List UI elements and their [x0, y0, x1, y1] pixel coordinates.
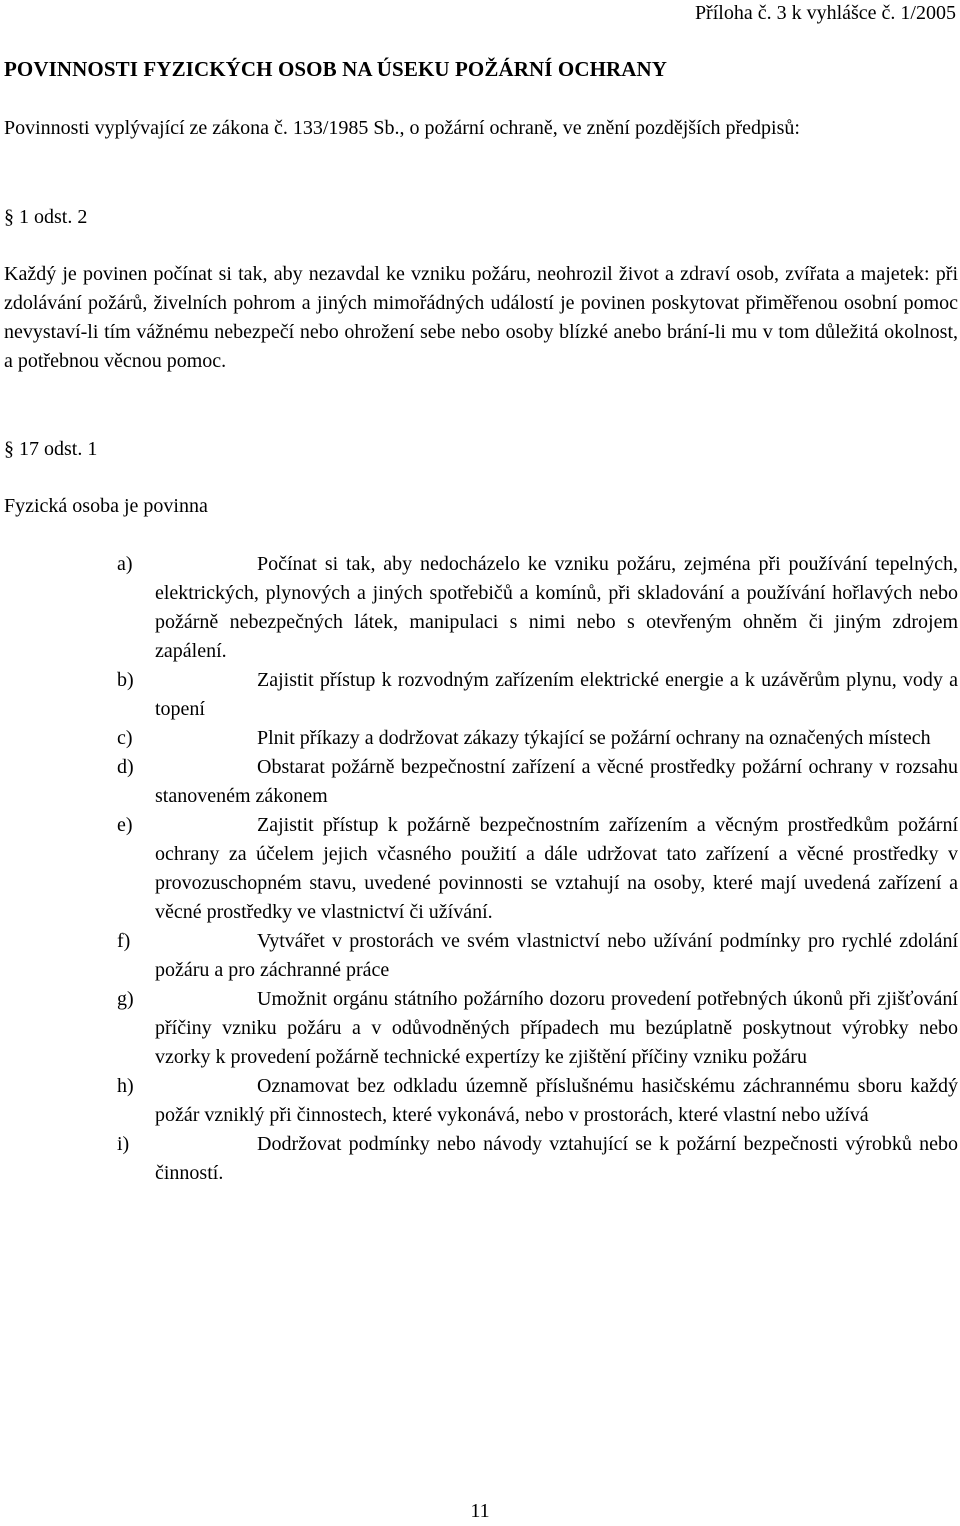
list-item	[4, 1130, 958, 1188]
document-title: POVINNOSTI FYZICKÝCH OSOB NA ÚSEKU POŽÁRNÍ OCHRANY	[4, 57, 668, 81]
list-item-text: Plnit příkazy a dodržovat zákazy týkající se požární ochrany na označených místech	[257, 727, 931, 749]
section-heading-2: § 17 odst. 1	[4, 438, 98, 460]
page-number: 11	[470, 1500, 490, 1522]
list-marker: a)	[117, 553, 133, 575]
list-item	[4, 550, 958, 666]
section-heading-1: § 1 odst. 2	[4, 206, 88, 228]
list-marker: f)	[117, 930, 131, 952]
list-item	[4, 753, 958, 811]
list-item	[4, 666, 958, 724]
obligations-list	[4, 550, 958, 1188]
list-item-text: Zajistit přístup k požárně bezpečnostním zařízením a věcným prostředkům požární ochrany za účelem jejich včasného použití a dále udržovat tato zařízení a věcné prostředky v provozuschopném stavu, uvedené povinnosti se vztahují na osoby, které mají uvedená zařízení a věcné prostředky ve vlastnictví či užívání.	[155, 814, 958, 923]
list-item-text: Obstarat požárně bezpečnostní zařízení a věcné prostředky požární ochrany v rozsahu stanoveném zákonem	[155, 756, 958, 807]
list-marker: h)	[117, 1075, 134, 1097]
annex-header: Příloha č. 3 k vyhlášce č. 1/2005	[694, 2, 956, 24]
obligations-lead: Fyzická osoba je povinna	[4, 495, 208, 517]
list-item-text: Zajistit přístup k rozvodným zařízením elektrické energie a k uzávěrům plynu, vody a topení	[155, 669, 958, 720]
list-marker: i)	[117, 1133, 130, 1155]
list-marker: g)	[117, 988, 134, 1010]
list-marker: d)	[117, 756, 134, 778]
list-item	[4, 1072, 958, 1130]
list-item	[4, 811, 958, 927]
list-item-text: Dodržovat podmínky nebo návody vztahující se k požární bezpečnosti výrobků nebo činností.	[155, 1133, 958, 1184]
intro-paragraph: Povinnosti vyplývající ze zákona č. 133/1985 Sb., o požární ochraně, ve znění pozdějších předpisů:	[4, 117, 800, 139]
list-item-text: Oznamovat bez odkladu územně příslušnému hasičskému záchrannému sboru každý požár vzniklý při činnostech, které vykonává, nebo v prostorách, které vlastní nebo užívá	[155, 1075, 958, 1126]
list-item-text: Vytvářet v prostorách ve svém vlastnictví nebo užívání podmínky pro rychlé zdolání požáru a pro záchranné práce	[155, 930, 958, 981]
list-item	[4, 724, 958, 753]
list-item-text: Umožnit orgánu státního požárního dozoru provedení potřebných úkonů při zjišťování příčiny vzniku požáru a v odůvodněných případech mu bezúplatně poskytnout výrobky nebo vzorky k provedení požárně technické expertízy ke zjištění příčiny vzniku požáru	[155, 988, 958, 1068]
list-marker: e)	[117, 814, 133, 836]
section-1-paragraph: Každý je povinen počínat si tak, aby nezavdal ke vzniku požáru, neohrozil život a zdraví osob, zvířata a majetek: při zdolávání požárů, živelních pohrom a jiných mimořádných událostí je povinen poskytovat přiměřenou osobní pomoc nevystaví-li tím vážnému nebezpečí nebo ohrožení sebe nebo osoby blízké anebo brání-li mu v tom důležitá okolnost, a potřebnou věcnou pomoc.	[4, 263, 958, 372]
list-item-text: Počínat si tak, aby nedocházelo ke vzniku požáru, zejména při používání tepelných, elektrických, plynových a jiných spotřebičů a komínů, při skladování a používání hořlavých nebo požárně nebezpečných látek, manipulaci s nimi nebo s otevřeným ohněm či jiným zdrojem zapálení.	[155, 553, 958, 662]
list-item	[4, 985, 958, 1072]
list-marker: b)	[117, 669, 134, 691]
list-marker: c)	[117, 727, 133, 749]
list-item	[4, 927, 958, 985]
